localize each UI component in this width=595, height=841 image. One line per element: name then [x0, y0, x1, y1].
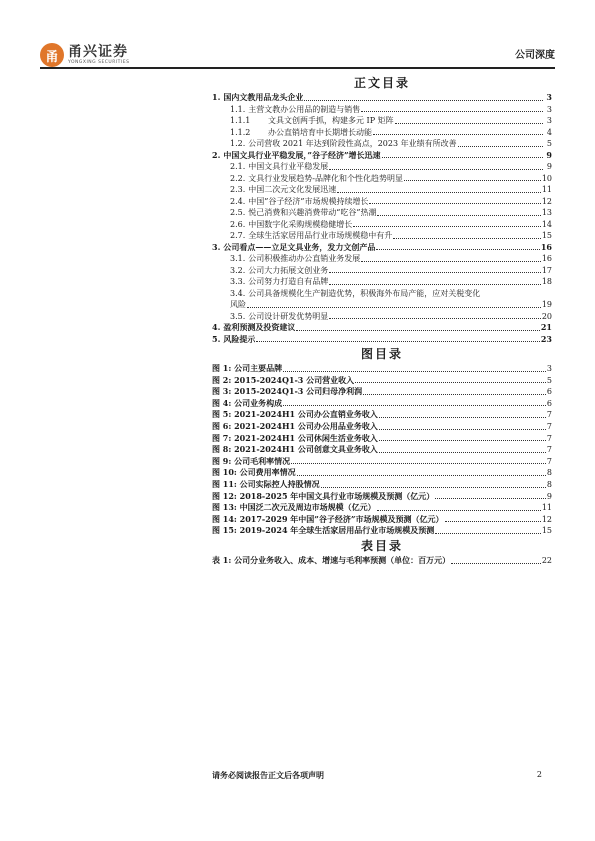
page-header: [40, 42, 555, 68]
toc-entry-number: 1.: [212, 92, 221, 102]
figure-entry-text: 图 8: 2021-2024H1 公司创意文具业务收入: [212, 444, 378, 455]
toc-entry-page: 10: [541, 173, 552, 183]
logo-text: [68, 45, 129, 66]
toc-entry-3-4[interactable]: [212, 288, 552, 311]
figure-entry[interactable]: [212, 514, 552, 526]
toc-leader-dots: [256, 341, 540, 342]
figure-entry[interactable]: [212, 433, 552, 445]
toc-entry-text: 中国”谷子经济”市场规模持续增长: [248, 196, 369, 206]
figure-entry-text: 图 14: 2017-2029 年中国”谷子经济”市场规模及预测（亿元）: [212, 513, 444, 524]
logo-english-name: YONGXING SECURITIES: [68, 59, 130, 65]
figure-entry[interactable]: [212, 467, 552, 479]
toc-entry[interactable]: [212, 150, 552, 162]
toc-entry[interactable]: [212, 219, 552, 231]
figure-entry-page: 12: [541, 514, 552, 524]
toc-entry[interactable]: [212, 92, 552, 104]
toc-entry-text: 文具行业发展趋势-品牌化和个性化趋势明显: [248, 173, 403, 183]
figure-entry-text: 图 1: 公司主要品牌: [212, 363, 283, 373]
toc-entry-page: 19: [541, 300, 552, 309]
toc-entry-text: 公司积极推动办公直销业务发展: [248, 254, 361, 263]
toc-leader-dots: [373, 134, 543, 135]
toc-entry-page: 3: [546, 92, 552, 102]
toc-leader-dots: [376, 249, 540, 250]
toc-list-continued: [212, 311, 552, 346]
toc-leader-dots: [361, 261, 541, 262]
contents-area: [212, 74, 552, 567]
toc-entry[interactable]: [212, 276, 552, 288]
leader-dots: [451, 563, 541, 564]
toc-entry-text: 公司看点——立足文具业务，发力文创产品: [223, 241, 376, 252]
toc-entry-text: 中国文具行业平稳发展，”谷子经济”增长迅速: [223, 149, 381, 160]
figure-entry[interactable]: [212, 525, 552, 537]
toc-entry-page: 9: [546, 149, 552, 160]
toc-entry-text: 公司营收 2021 年达到阶段性高点，2023 年业绩有所改善: [248, 139, 457, 148]
figure-list: [212, 363, 552, 537]
logo-chinese-name: 甬兴证券: [68, 43, 128, 60]
leader-dots: [283, 371, 546, 372]
toc-entry-text: 国内文教用品龙头企业: [223, 92, 304, 102]
toc-entry-number: 1.1.2: [230, 127, 251, 137]
toc-entry-page: 14: [541, 219, 552, 229]
figure-entry-page: 7: [546, 445, 552, 455]
toc-entry-number: 3.4.: [230, 288, 246, 298]
figure-entry-page: 5: [546, 375, 552, 385]
toc-entry-text: 公司具备规模化生产制造优势，积极海外布局产能，应对关税变化: [248, 288, 481, 298]
toc-entry-number: 4.: [212, 322, 221, 332]
toc-leader-dots: [458, 146, 543, 147]
toc-entry-number: 3.3.: [230, 277, 246, 286]
toc-entry-number: 3.1.: [230, 254, 246, 263]
toc-entry-page: 3: [546, 116, 552, 125]
figure-entry-text: 图 12: 2018-2025 年中国文具行业市场规模及预测（亿元）: [212, 490, 435, 501]
toc-entry[interactable]: [212, 322, 552, 334]
toc-entry-number: 1.2.: [230, 139, 246, 148]
figure-entry[interactable]: [212, 363, 552, 375]
figure-entry-text: 图 5: 2021-2024H1 公司办公直销业务收入: [212, 409, 378, 420]
figure-entry-text: 图 13: 中国泛二次元及周边市场规模（亿元）: [212, 502, 376, 513]
toc-entry-number: 2.4.: [230, 196, 246, 206]
figure-entry-page: 9: [546, 491, 552, 501]
figure-entry-page: 8: [546, 468, 552, 478]
toc-leader-dots: [337, 192, 541, 193]
toc-leader-dots: [382, 157, 543, 158]
toc-entry-page: 4: [546, 127, 552, 137]
figure-entry-text: 图 2: 2015-2024Q1-3 公司营业收入: [212, 374, 355, 385]
toc-entry-number: 2.3.: [230, 185, 246, 194]
figure-entry-text: 图 10: 公司费用率情况: [212, 467, 296, 478]
toc-leader-dots: [369, 203, 540, 204]
toc-entry-text: 公司设计研发优势明显: [248, 311, 329, 321]
table-entry-text: 表 1: 公司分业务收入、成本、增速与毛利率预测（单位：百万元）: [212, 554, 451, 565]
page-footer: [212, 770, 552, 784]
toc-leader-dots: [353, 226, 541, 227]
logo-mark-icon: 甬: [40, 43, 64, 67]
toc-entry-page: 11: [541, 185, 552, 194]
toc-leader-dots: [329, 318, 541, 319]
figure-entry-text: 图 3: 2015-2024Q1-3 公司归母净利润: [212, 386, 363, 397]
toc-entry-page: 9: [546, 162, 552, 171]
figure-entry-text: 图 11: 公司实际控人持股情况: [212, 478, 320, 489]
tables-title: 表目录: [360, 538, 403, 553]
toc-entry-text: 办公直销培育中长期增长动能: [268, 127, 372, 137]
figure-entry[interactable]: [212, 409, 552, 421]
leader-dots: [355, 382, 546, 383]
leader-dots: [379, 440, 546, 441]
toc-entry-text: 文具文创两手抓，构建多元 IP 矩阵: [268, 116, 394, 125]
toc-entry[interactable]: [212, 265, 552, 277]
table-entry-page: 22: [541, 555, 552, 565]
toc-entry-text: 风险提示: [223, 333, 256, 344]
figure-entry[interactable]: [212, 456, 552, 468]
figure-entry[interactable]: [212, 491, 552, 503]
toc-entry-number: 3.2.: [230, 265, 246, 275]
leader-dots: [297, 475, 546, 476]
toc-entry-number: 2.1.: [230, 162, 246, 171]
toc-entry-text: 盈利预测及投资建议: [223, 322, 296, 332]
toc-entry-number: 3.: [212, 241, 221, 252]
leader-dots: [363, 394, 546, 395]
toc-entry[interactable]: [212, 196, 552, 208]
leader-dots: [291, 463, 546, 464]
toc-leader-dots: [329, 272, 541, 273]
figure-entry-page: 6: [546, 387, 552, 397]
table-list: [212, 555, 552, 567]
figure-entry-page: 7: [546, 456, 552, 466]
toc-leader-dots: [304, 100, 543, 101]
figure-entry[interactable]: [212, 386, 552, 398]
toc-entry-page: 23: [540, 333, 552, 344]
leader-dots: [379, 417, 546, 418]
toc-entry-number: 2.5.: [230, 208, 246, 217]
figure-entry-page: 7: [546, 433, 552, 443]
toc-entry-page: 17: [541, 265, 552, 275]
toc-entry-text: 中国文具行业平稳发展: [248, 162, 329, 171]
leader-dots: [379, 429, 546, 430]
figure-entry-page: 3: [546, 364, 552, 373]
toc-leader-dots: [329, 284, 541, 285]
footer-disclaimer: 请务必阅读报告正文后各项声明: [212, 770, 324, 780]
toc-entry[interactable]: [212, 138, 552, 150]
toc-leader-dots: [329, 169, 543, 170]
figure-entry-page: 7: [546, 421, 552, 431]
figure-entry-text: 图 9: 公司毛利率情况: [212, 455, 291, 466]
toc-entry-page: 12: [541, 196, 552, 206]
toc-entry-page: 15: [541, 231, 552, 240]
toc-entry[interactable]: [212, 242, 552, 254]
toc-leader-dots: [393, 238, 541, 239]
leader-dots: [377, 510, 541, 511]
leader-dots: [321, 487, 546, 488]
page-number: 2: [536, 770, 542, 779]
toc-entry-text: 公司努力打造自有品牌: [248, 277, 329, 286]
figure-entry-text: 图 6: 2021-2024H1 公司办公用品业务收入: [212, 420, 378, 431]
toc-entry-page: 16: [541, 254, 552, 263]
toc-entry[interactable]: [212, 253, 552, 265]
figure-entry-text: 图 7: 2021-2024H1 公司休闲生活业务收入: [212, 432, 378, 443]
figure-entry-page: 8: [546, 479, 552, 489]
toc-entry-text: 悦己消费和兴趣消费带动“吃谷”热潮: [248, 208, 377, 217]
figure-entry[interactable]: [212, 421, 552, 433]
toc-entry-text: 公司大力拓展文创业务: [248, 265, 329, 275]
toc-entry-text-cont: 风险: [230, 300, 246, 309]
toc-entry-text: 中国数字化采购规模稳健增长: [248, 219, 353, 229]
toc-entry-text: 全球生活家居用品行业市场规模稳中有升: [248, 231, 393, 240]
toc-list: [212, 92, 552, 288]
toc-entry-page: 18: [541, 277, 552, 286]
figures-title: 图目录: [360, 347, 403, 361]
figure-entry-text: 图 4: 公司业务构成: [212, 397, 283, 408]
toc-entry-number: 2.7.: [230, 231, 246, 240]
figure-entry-page: 7: [546, 410, 552, 420]
header-divider: [40, 67, 555, 69]
toc-entry[interactable]: [212, 127, 552, 139]
toc-entry-text: 主营文教办公用品的制造与销售: [248, 104, 361, 114]
leader-dots: [435, 498, 546, 499]
figure-entry[interactable]: [212, 444, 552, 456]
figure-entry-page: 15: [541, 526, 552, 536]
company-logo: [40, 42, 129, 68]
figure-entry-page: 6: [546, 398, 552, 408]
figure-entry[interactable]: [212, 375, 552, 387]
toc-entry[interactable]: [212, 311, 552, 323]
toc-entry-page: 3: [546, 104, 552, 114]
toc-entry-number: 2.: [212, 149, 221, 160]
document-type: 公司深度: [515, 50, 555, 61]
toc-entry-page: 5: [546, 139, 552, 148]
toc-entry-number: 2.6.: [230, 219, 246, 229]
figure-entry[interactable]: [212, 479, 552, 491]
toc-entry-page: 20: [541, 311, 552, 321]
leader-dots: [283, 405, 546, 406]
toc-entry-number: 3.5.: [230, 311, 246, 321]
toc-entry[interactable]: [212, 334, 552, 346]
figure-entry[interactable]: [212, 502, 552, 514]
toc-entry-page: 16: [540, 241, 552, 252]
toc-title: 正文目录: [353, 76, 410, 90]
toc-entry-page: 13: [541, 208, 552, 217]
toc-entry-page: 21: [540, 322, 552, 332]
toc-leader-dots: [404, 180, 541, 181]
toc-entry[interactable]: [212, 104, 552, 116]
toc-entry-number: 1.1.: [230, 104, 246, 114]
toc-entry[interactable]: [212, 161, 552, 173]
leader-dots: [445, 521, 541, 522]
leader-dots: [435, 533, 541, 534]
table-entry[interactable]: [212, 555, 552, 567]
toc-entry[interactable]: [212, 115, 552, 127]
toc-leader-dots: [296, 330, 540, 331]
toc-leader-dots: [247, 307, 541, 308]
toc-leader-dots: [377, 215, 540, 216]
figure-entry-text: 图 15: 2019-2024 年全球生活家居用品行业市场规模及预测: [212, 525, 435, 536]
toc-entry[interactable]: [212, 173, 552, 185]
toc-entry-number: 1.1.1: [230, 116, 251, 125]
figure-entry-page: 11: [541, 503, 552, 513]
toc-entry-number: 5.: [212, 333, 221, 344]
toc-entry[interactable]: [212, 207, 552, 219]
toc-leader-dots: [395, 123, 543, 124]
leader-dots: [379, 452, 546, 453]
toc-entry-number: 2.2.: [230, 173, 246, 183]
figure-entry[interactable]: [212, 398, 552, 410]
toc-entry-text: 中国二次元文化发展迅速: [248, 185, 337, 194]
toc-entry[interactable]: [212, 184, 552, 196]
toc-entry[interactable]: [212, 230, 552, 242]
toc-leader-dots: [361, 111, 543, 112]
